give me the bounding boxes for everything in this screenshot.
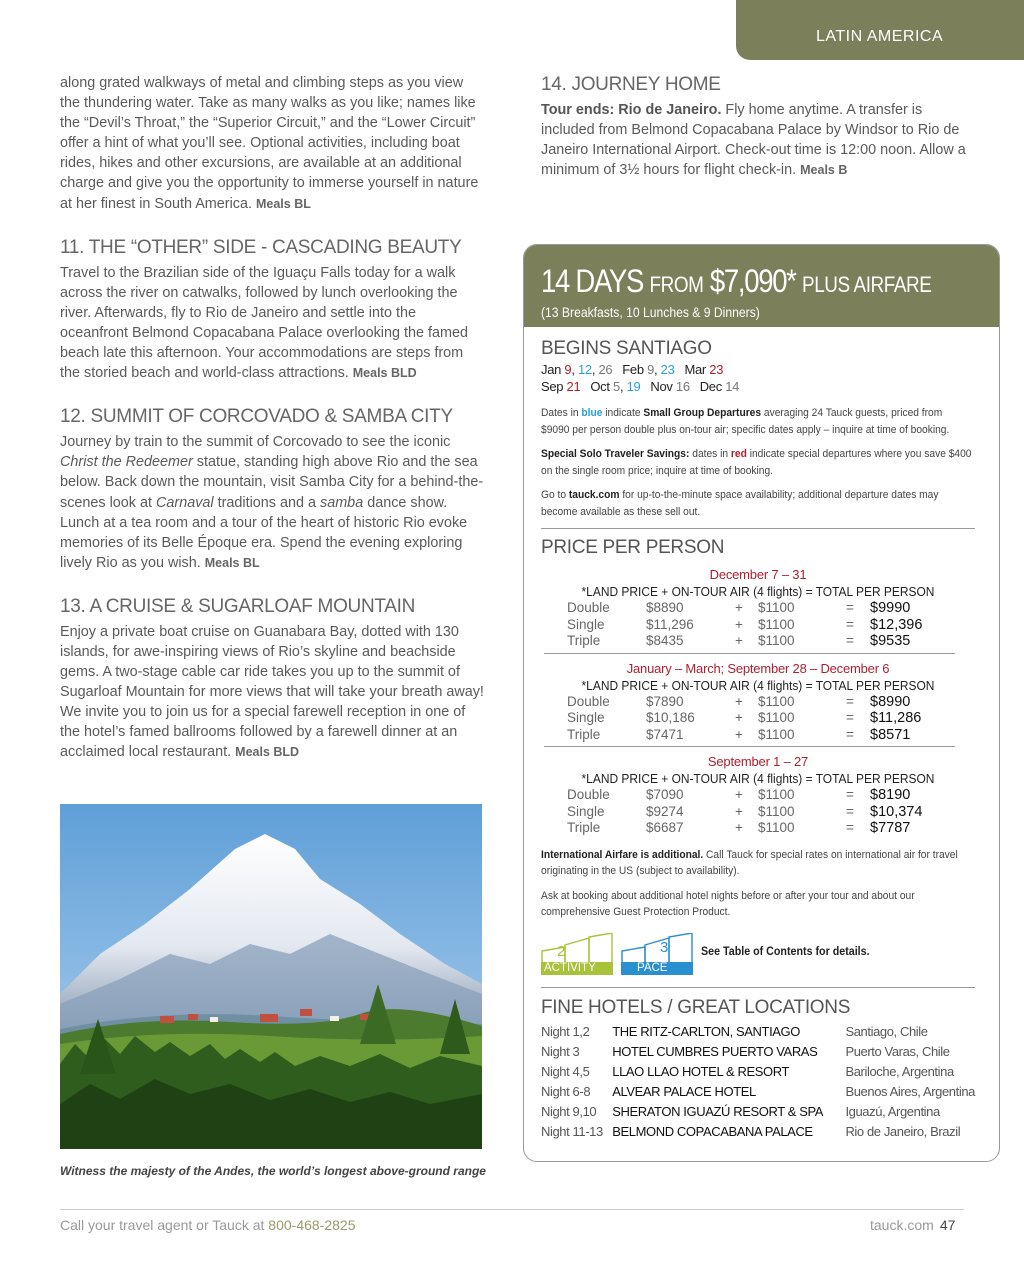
- room-type: Single: [567, 803, 605, 819]
- room-type: Single: [567, 616, 605, 632]
- total-price: $8190: [870, 787, 911, 803]
- left-column: [60, 73, 485, 763]
- plus-sign: +: [735, 787, 743, 802]
- hotel-name: LLAO LLAO HOTEL & RESORT: [612, 1063, 790, 1079]
- tour-pricing-box: [523, 244, 1000, 1162]
- room-type: Single: [567, 710, 605, 725]
- rating-badges: [541, 933, 975, 975]
- room-type: Triple: [567, 726, 601, 742]
- equals-sign: =: [846, 726, 854, 742]
- region-tab: LATIN AMERICA: [736, 0, 1024, 60]
- land-price: $7471: [646, 726, 684, 742]
- room-type: Double: [567, 600, 610, 615]
- solo-traveler-note: Special Solo Traveler Savings: dates in red indicate special departures where you save $400 on the single room price; inquire at time of booking.: [541, 448, 972, 477]
- period-divider: [544, 746, 955, 747]
- room-type: Triple: [567, 820, 601, 835]
- hotel-name: THE RITZ-CARLTON, SANTIAGO: [612, 1023, 800, 1039]
- price-row: [541, 694, 975, 711]
- site-link[interactable]: tauck.com: [870, 1217, 934, 1233]
- footer-site: [870, 1217, 955, 1233]
- plus-sign: +: [735, 820, 743, 835]
- plus-sign: +: [735, 616, 743, 632]
- total-price: $10,374: [870, 803, 923, 820]
- plus-sign: +: [735, 726, 743, 742]
- hotels-table: [541, 1022, 975, 1142]
- price-row: [541, 710, 975, 727]
- day-12-heading: 12. SUMMIT OF CORCOVADO & SAMBA CITY: [60, 406, 453, 428]
- hotel-name: SHERATON IGUAZÚ RESORT & SPA: [612, 1103, 824, 1119]
- hotel-city: Rio de Janeiro, Brazil: [845, 1123, 961, 1139]
- price-period: [541, 753, 975, 837]
- total-price: $8990: [870, 693, 911, 710]
- air-price: $1100: [758, 693, 795, 709]
- booking-note: Ask at booking about additional hotel nights before or after your tour and about our comprehensive Guest Protection Product.: [541, 889, 915, 918]
- meals-label: Meals BL: [204, 555, 260, 570]
- equals-sign: =: [846, 803, 854, 819]
- hotel-city: Buenos Aires, Argentina: [845, 1083, 975, 1099]
- tour-header: [524, 245, 999, 327]
- day-12-text: Journey by train to the summit of Corcovado to see the iconic Christ the Redeemer statue, standing high above Rio and the sea below. Back down the mountain, visit Samba City for a behind-the-scenes look at Carnaval traditions and a samba dance show. Lunch at a tea room and a tour of the heart of historic Rio evoke memories of its Belle Époque era. Spend the evening exploring lively Rio as you wish. Meals BL: [60, 434, 484, 571]
- divider: [541, 528, 975, 529]
- total-price: $9535: [870, 633, 911, 649]
- plus-sign: +: [735, 803, 743, 819]
- equals-sign: =: [846, 633, 854, 648]
- day-11-text: Travel to the Brazilian side of the Iguaçu Falls today for a walk across the river on catwalks, followed by lunch overlooking the river. Afterwards, fly to Rio de Janeiro and settle into the oceanfront Belmond Copacabana Palace overlooking the famed beach late this afternoon. Your accommodations are steps from the storied beach and world-class attractions. Meals BLD: [60, 264, 469, 382]
- land-price: $6687: [646, 820, 684, 835]
- intro-paragraph: along grated walkways of metal and climbing steps as you view the thundering water. Take as many walks as you like; names like the “Devil’s Throat,” the “Superior Circuit,” and the “Lower Circuit” offer a hint of what you’ll see. Optional activities, including boat rides, hikes and other excursions, are available at an additional charge and give you the opportunity to immerse yourself in nature at her finest in South America. Meals BL: [60, 75, 479, 212]
- air-price: $1100: [758, 710, 795, 725]
- price-table: [541, 787, 975, 837]
- hotel-city: Bariloche, Argentina: [845, 1063, 954, 1079]
- equals-sign: =: [846, 820, 854, 835]
- footer-rule: [60, 1209, 964, 1210]
- day-11-heading: 11. THE “OTHER” SIDE - CASCADING BEAUTY: [60, 236, 462, 258]
- price-period: [541, 566, 975, 654]
- hotel-nights: Night 6-8: [541, 1083, 591, 1099]
- price-heading: PRICE PER PERSON: [541, 537, 725, 558]
- equals-sign: =: [846, 616, 854, 632]
- hotel-nights: Night 4,5: [541, 1063, 590, 1079]
- page-number: 47: [939, 1217, 956, 1233]
- price-table: [541, 694, 975, 744]
- hotel-row: [541, 1062, 975, 1082]
- hotel-nights: Night 3: [541, 1043, 580, 1059]
- hotel-city: Iguazú, Argentina: [845, 1103, 940, 1119]
- total-price: $8571: [870, 726, 911, 743]
- small-group-note: Dates in blue indicate Small Group Departures averaging 24 Tauck guests, priced from $9090 per person double plus on-tour air; specific dates apply – inquire at time of booking.: [541, 407, 950, 436]
- hotels-heading: FINE HOTELS / GREAT LOCATIONS: [541, 996, 851, 1018]
- hotel-city: Santiago, Chile: [845, 1023, 928, 1039]
- equals-sign: =: [846, 600, 854, 615]
- hotel-row: [541, 1102, 975, 1122]
- land-price: $9274: [646, 803, 684, 819]
- air-price: $1100: [758, 726, 795, 742]
- meals-label: Meals B: [800, 163, 848, 178]
- air-price: $1100: [758, 787, 795, 802]
- hotel-nights: Night 11-13: [541, 1123, 603, 1139]
- plus-sign: +: [735, 710, 743, 725]
- hotel-nights: Night 1,2: [541, 1023, 590, 1039]
- divider: [541, 987, 975, 988]
- right-column: [541, 73, 975, 180]
- period-divider: [544, 653, 955, 654]
- air-price: $1100: [758, 820, 795, 835]
- hotel-row: [541, 1082, 975, 1102]
- price-table: [541, 600, 975, 650]
- plus-sign: +: [735, 693, 743, 709]
- land-price: $8435: [646, 633, 684, 648]
- landscape-illustration: [60, 804, 482, 1149]
- air-price: $1100: [758, 600, 795, 615]
- total-price: $7787: [870, 820, 911, 836]
- day-14-heading: 14. JOURNEY HOME: [541, 74, 721, 95]
- price-period: [541, 660, 975, 748]
- equals-sign: =: [846, 710, 854, 725]
- price-formula: *LAND PRICE + ON-TOUR AIR (4 flights) = TOTAL PER PERSON: [581, 771, 935, 786]
- equals-sign: =: [846, 787, 854, 802]
- price-formula: *LAND PRICE + ON-TOUR AIR (4 flights) = TOTAL PER PERSON: [581, 677, 935, 693]
- begins-heading: BEGINS SANTIAGO: [541, 338, 712, 359]
- photo-caption: Witness the majesty of the Andes, the world’s longest above-ground range: [60, 1164, 486, 1178]
- hotel-name: BELMOND COPACABANA PALACE: [612, 1123, 813, 1139]
- hotel-nights: Night 9,10: [541, 1103, 597, 1119]
- land-price: $8890: [646, 600, 684, 615]
- total-price: $9990: [870, 600, 911, 616]
- airfare-note: International Airfare is additional. Call Tauck for special rates on international air for travel originating in the US (subject to availability).: [541, 848, 958, 877]
- air-price: $1100: [758, 616, 795, 632]
- land-price: $7890: [646, 693, 684, 709]
- price-row: [541, 804, 975, 821]
- total-price: $12,396: [870, 616, 923, 633]
- air-price: $1100: [758, 633, 795, 648]
- tour-title: 14 DAYS FROM $7,090* PLUS AIRFARE: [541, 263, 932, 299]
- hotel-name: HOTEL CUMBRES PUERTO VARAS: [612, 1043, 818, 1059]
- total-price: $11,286: [870, 710, 922, 726]
- meals-label: Meals BL: [255, 196, 311, 211]
- hotel-row: [541, 1122, 975, 1142]
- availability-note: Go to tauck.com for up-to-the-minute space availability; additional departure dates may become available as these sell out.: [541, 489, 939, 518]
- price-row: [541, 617, 975, 634]
- meals-label: Meals BLD: [235, 745, 300, 760]
- hotel-row: [541, 1022, 975, 1042]
- room-type: Double: [567, 693, 610, 709]
- tauck-link[interactable]: tauck.com: [568, 489, 620, 501]
- activity-level-badge: 2 ACTIVITY: [541, 933, 613, 975]
- price-row: [541, 727, 975, 744]
- period-dates: January – March; September 28 – December 6: [626, 660, 890, 676]
- land-price: $11,296: [646, 616, 694, 632]
- price-tables: [541, 566, 975, 837]
- footer-contact: Call your travel agent or Tauck at 800-468-2825: [60, 1217, 356, 1233]
- meals-label: Meals BLD: [352, 366, 417, 381]
- price-row: [541, 600, 975, 617]
- see-toc-note: See Table of Contents for details.: [701, 945, 870, 958]
- price-row: [541, 633, 975, 650]
- land-price: $7090: [646, 787, 684, 802]
- hotel-city: Puerto Varas, Chile: [845, 1043, 950, 1059]
- plus-sign: +: [735, 633, 743, 648]
- room-type: Triple: [567, 633, 601, 648]
- price-row: [541, 787, 975, 804]
- period-dates: September 1 – 27: [707, 754, 809, 769]
- room-type: Double: [567, 787, 610, 802]
- air-price: $1100: [758, 803, 795, 819]
- price-formula: *LAND PRICE + ON-TOUR AIR (4 flights) = TOTAL PER PERSON: [581, 584, 935, 599]
- day-14-text: Tour ends: Rio de Janeiro. Fly home anytime. A transfer is included from Belmond Copacabana Palace by Windsor to Rio de Janeiro International Airport. Check-out time is 12:00 noon. Allow a minimum of 3½ hours for flight check-in. Meals B: [541, 102, 966, 179]
- andes-volcano-photo: [60, 804, 482, 1149]
- plus-sign: +: [735, 600, 743, 615]
- price-row: [541, 820, 975, 837]
- hotel-name: ALVEAR PALACE HOTEL: [612, 1083, 756, 1099]
- phone-number[interactable]: 800-468-2825: [268, 1217, 356, 1233]
- period-dates: December 7 – 31: [709, 567, 807, 582]
- pace-level-badge: 3 PACE: [621, 933, 693, 975]
- day-13-text: Enjoy a private boat cruise on Guanabara Bay, dotted with 130 islands, for awe-inspiring views of Rio’s skyline and beachside gems. A two-stage cable car ride takes you up to the summit of Sugarloaf Mountain for more views that will take your breath away! We invite you to join us for a special farewell reception in one of the hotel’s famed ballrooms followed by a farewell dinner at an acclaimed local restaurant. Meals BLD: [60, 623, 484, 761]
- departure-dates: Jan 9, 12, 26 Feb 9, 23 Mar 23 Sep 21 Oct 5, 19 Nov 16 Dec 14: [541, 362, 740, 394]
- meals-summary: (13 Breakfasts, 10 Lunches & 9 Dinners): [541, 305, 760, 320]
- day-13-heading: 13. A CRUISE & SUGARLOAF MOUNTAIN: [60, 595, 416, 617]
- equals-sign: =: [846, 693, 854, 709]
- hotel-row: [541, 1042, 975, 1062]
- land-price: $10,186: [646, 710, 695, 725]
